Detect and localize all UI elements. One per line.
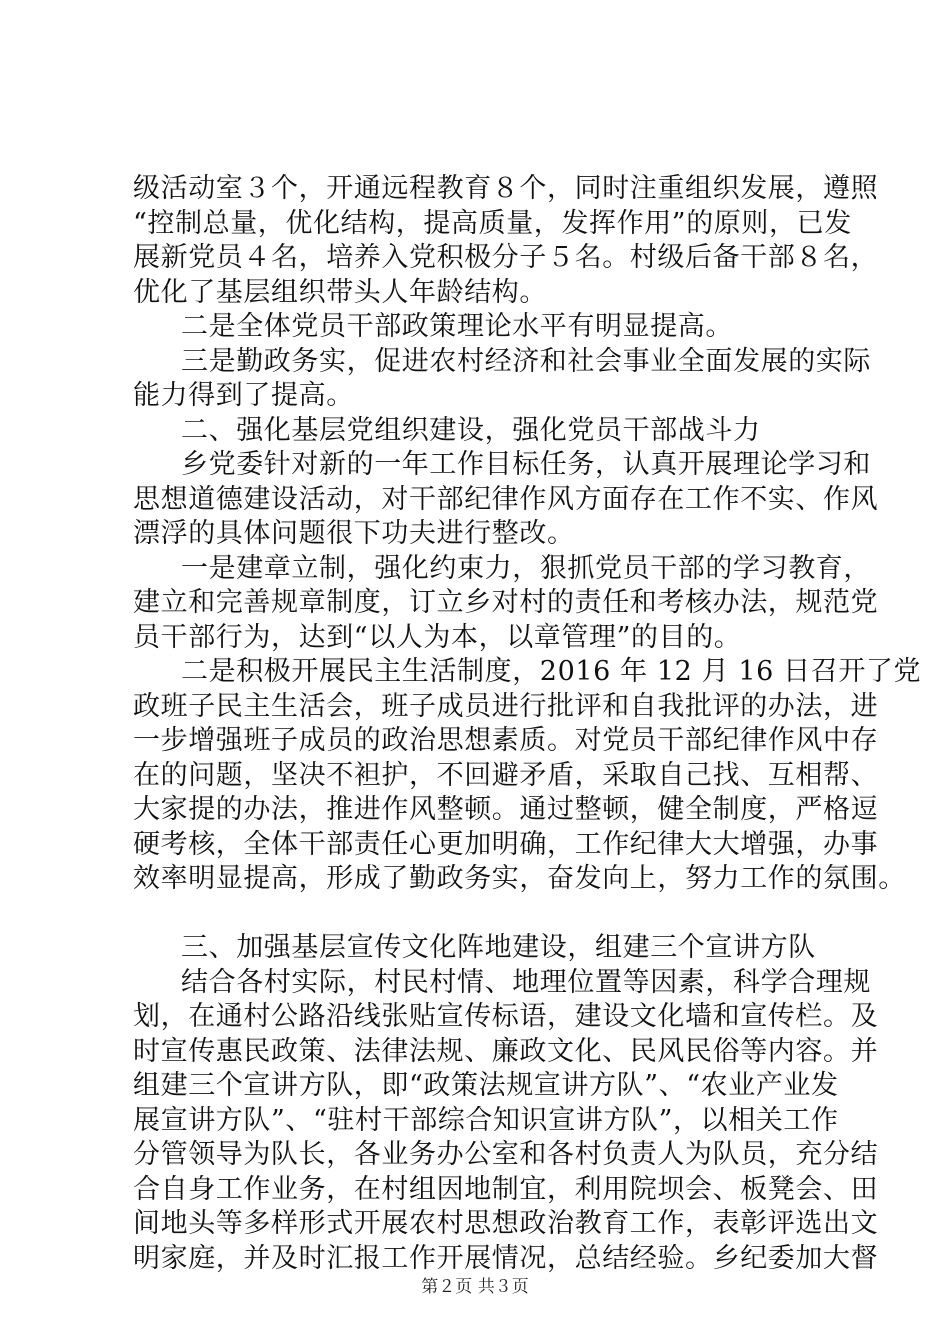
text-line: 二、强化基层党组织建设，强化党员干部战斗力	[181, 414, 761, 446]
text-line: 效率明显提高，形成了勤政务实，奋发向上，努力工作的氛围。	[133, 863, 906, 894]
paragraph	[133, 448, 879, 552]
paragraph	[133, 966, 879, 1277]
paragraph	[133, 552, 879, 656]
text-line: 大家提的办法，推进作风整顿。通过整顿，健全制度，严格逗	[133, 794, 879, 825]
paragraph	[133, 310, 833, 345]
text-line: 三是勤政务实，促进农村经济和社会事业全面发展的实际	[181, 345, 871, 377]
text-line: 在的问题，坚决不袒护，不回避矛盾，采取自己找、互相帮、	[133, 759, 879, 791]
text-line: 分管领导为队长，各业务办公室和各村负责人为队员，充分结	[133, 1139, 879, 1170]
paragraph	[133, 655, 922, 897]
paragraph	[133, 345, 871, 414]
text-line: 思想道德建设活动，对干部纪律作风方面存在工作不实、作风	[133, 483, 879, 515]
text-line: 合自身工作业务，在村组因地制宜，利用院坝会、板凳会、田	[133, 1173, 879, 1205]
text-line: 级活动室３个，开通远程教育８个，同时注重组织发展，遵照	[133, 173, 879, 204]
text-line: 三、加强基层宣传文化阵地建设，组建三个宣讲方队	[181, 932, 816, 963]
section-heading	[133, 414, 833, 449]
section-heading	[133, 931, 833, 966]
text-line: 时宣传惠民政策、法律法规、廉政文化、民风民俗等内容。并	[133, 1035, 879, 1067]
text-line: 乡党委针对新的一年工作目标任务，认真开展理论学习和	[181, 449, 871, 480]
text-line: 政班子民主生活会，班子成员进行批评和自我批评的办法，进	[133, 690, 879, 722]
text-line: 组建三个宣讲方队，即“政策法规宣讲方队”、“农业产业发	[133, 1070, 839, 1101]
text-line: 划，在通村公路沿线张贴宣传标语，建设文化墙和宣传栏。及	[133, 1001, 879, 1032]
text-line: 间地头等多样形式开展农村思想政治教育工作，表彰评选出文	[133, 1208, 879, 1239]
text-line: 一步增强班子成员的政治思想素质。对党员干部纪律作风中存	[133, 725, 879, 756]
text-line: 漂浮的具体问题很下功夫进行整改。	[133, 518, 575, 549]
text-line: 建立和完善规章制度，订立乡对村的责任和考核办法，规范党	[133, 587, 879, 618]
document-body	[133, 172, 922, 1276]
text-line: 展宣讲方队”、“驻村干部综合知识宣讲方队”，以相关工作	[133, 1104, 839, 1136]
text-line: 展新党员４名，培养入党积极分子５名。村级后备干部８名，	[133, 242, 879, 273]
text-line: 员干部行为，达到“以人为本，以章管理”的目的。	[133, 621, 742, 653]
text-line: 优化了基层组织带头人年龄结构。	[133, 276, 547, 308]
page-number-footer: 第２页 共３页	[421, 1277, 529, 1297]
text-line: 二是全体党员干部政策理论水平有明显提高。	[181, 311, 733, 342]
text-line: 二是积极开展民主生活制度，2016 年 12 月 16 日召开了党	[181, 656, 922, 687]
blank-line	[133, 897, 833, 932]
text-line: 能力得到了提高。	[133, 380, 354, 411]
text-line: 硬考核，全体干部责任心更加明确，工作纪律大大增强，办事	[133, 828, 879, 860]
text-line: “控制总量，优化结构，提高质量，发挥作用”的原则，已发	[133, 207, 852, 239]
text-line: 一是建章立制，强化约束力，狠抓党员干部的学习教育，	[181, 552, 871, 584]
paragraph-continuation	[133, 172, 879, 310]
text-line: 结合各村实际，村民村情、地理位置等因素，科学合理规	[181, 966, 871, 998]
text-line: 明家庭，并及时汇报工作开展情况，总结经验。乡纪委加大督	[133, 1242, 879, 1274]
